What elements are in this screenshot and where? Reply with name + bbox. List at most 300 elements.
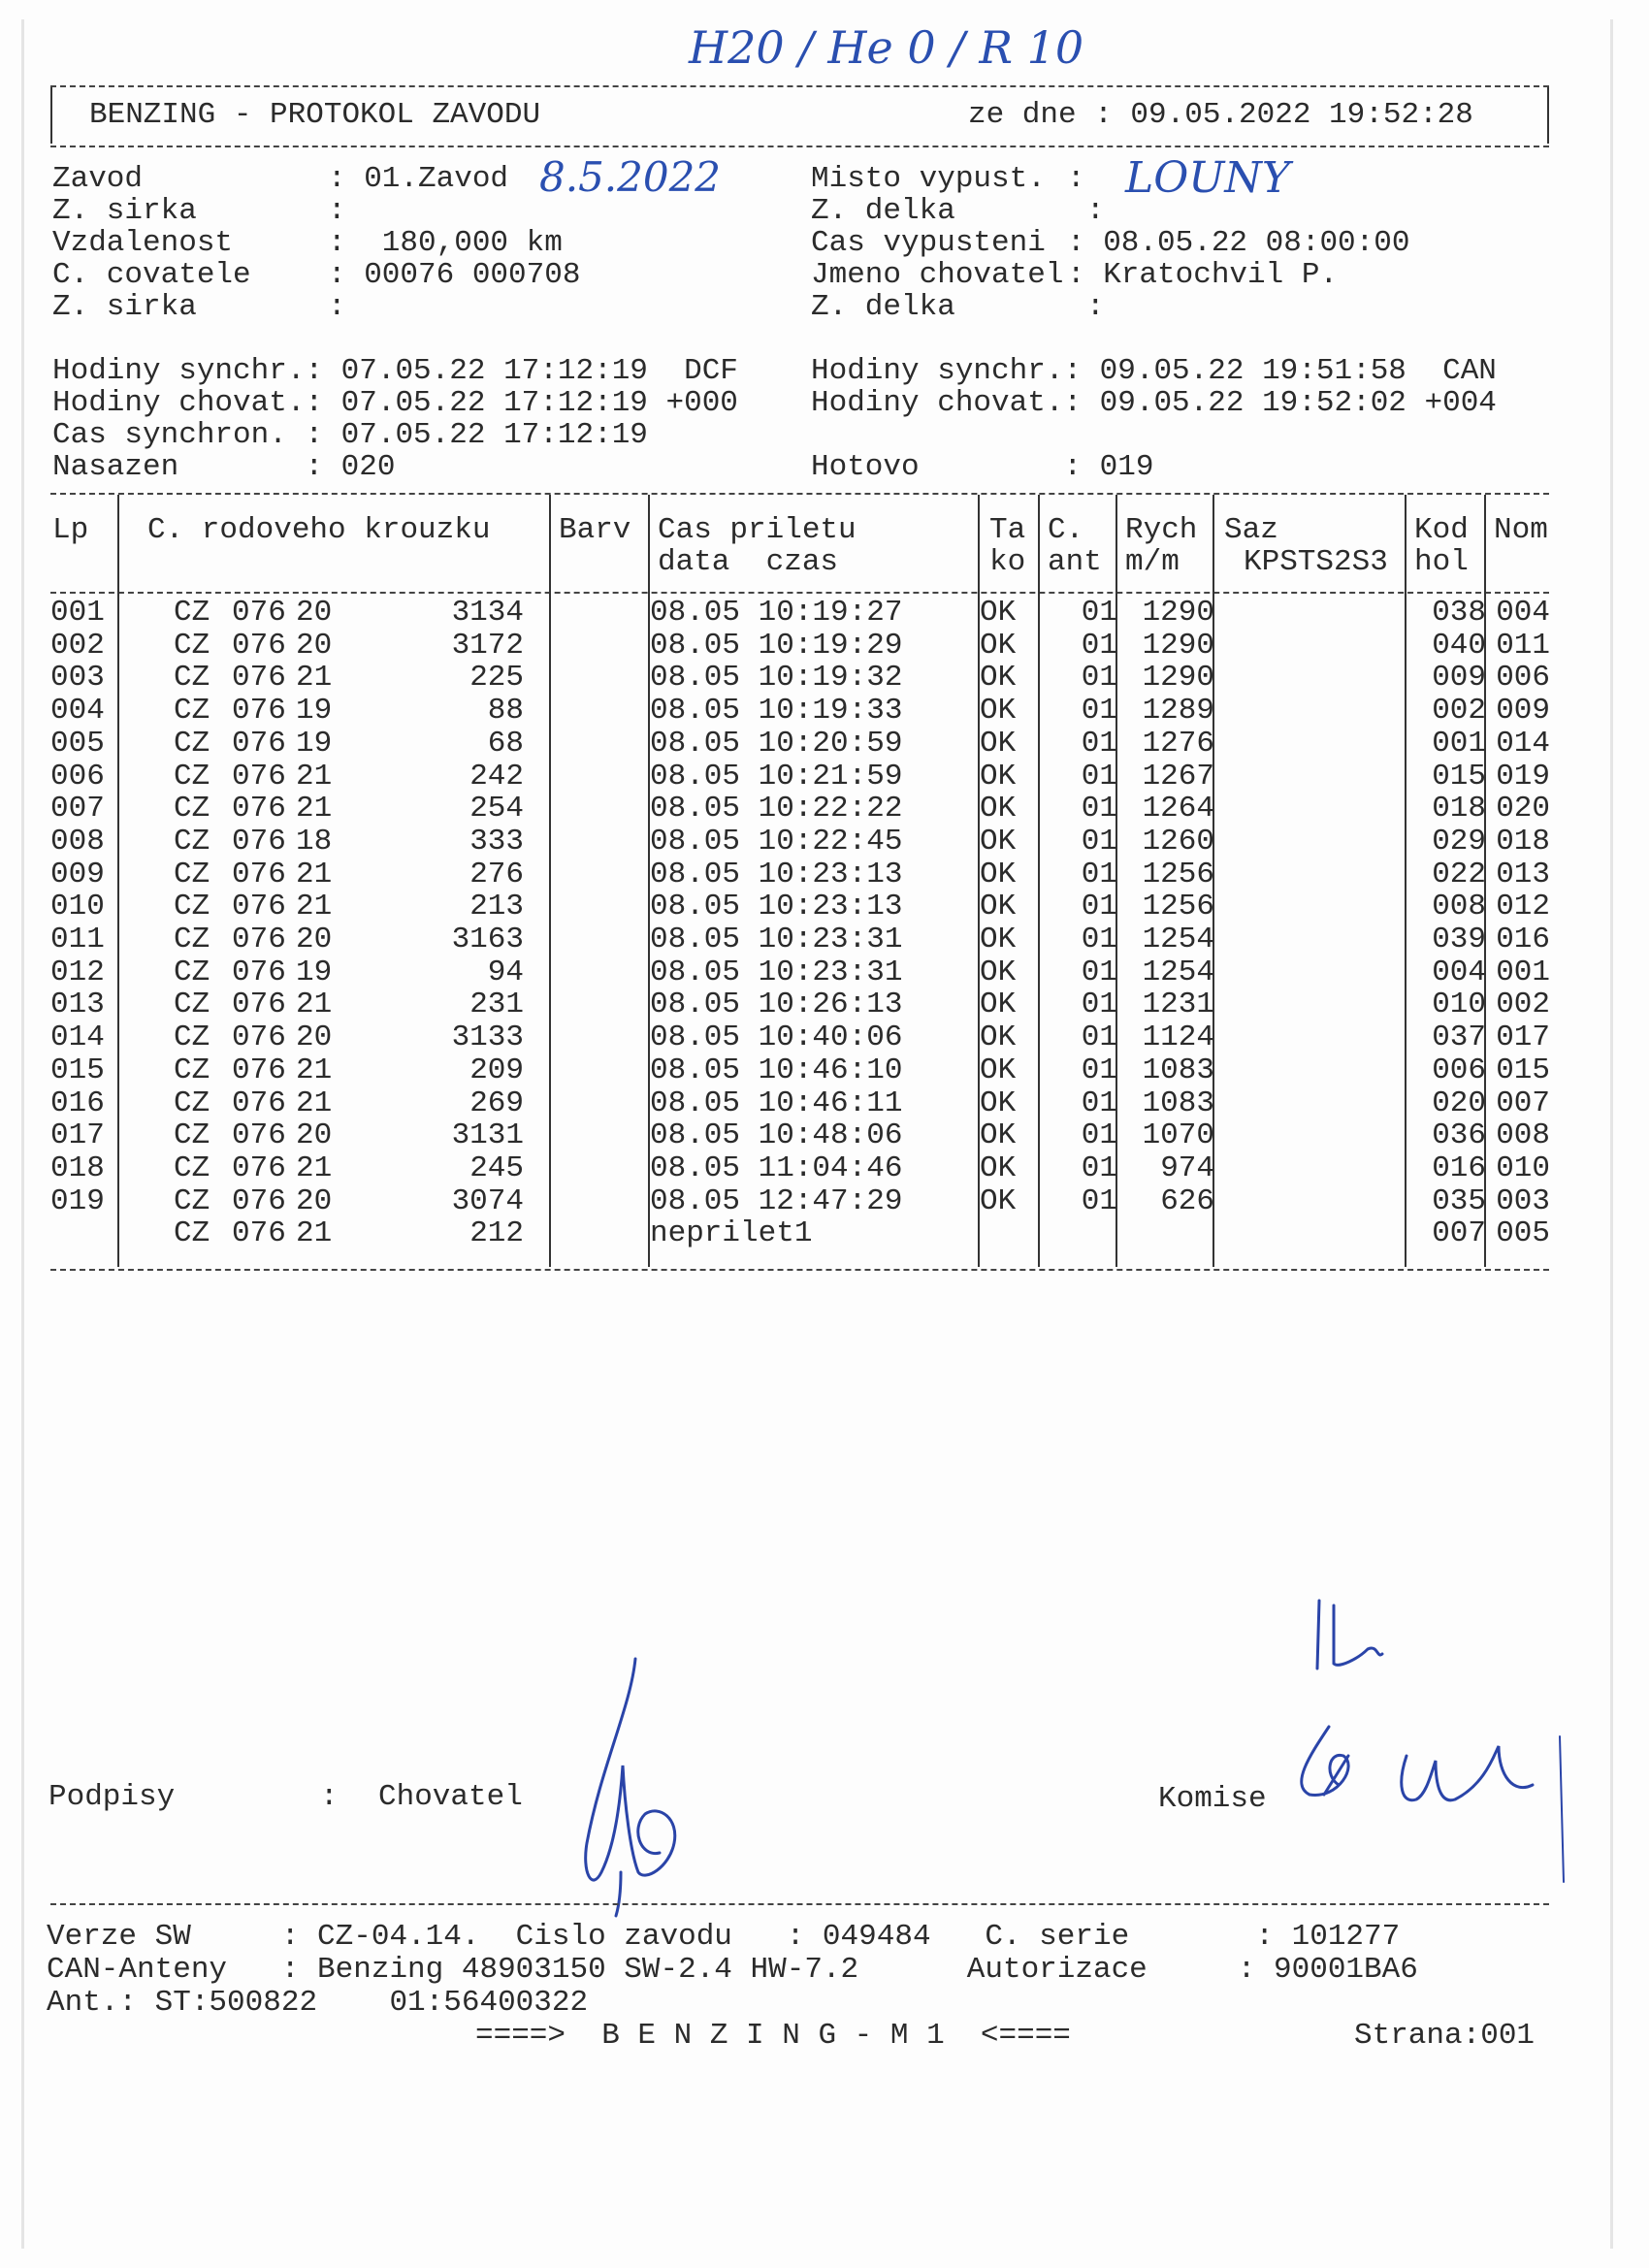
cell-ok: OK [980, 1118, 1017, 1153]
cell-ant: 01 [1081, 726, 1117, 761]
cell-nom: 012 [1496, 890, 1550, 924]
cell-time: 08.05 12:47:29 [650, 1183, 903, 1218]
info-left-value-5: : [328, 290, 346, 324]
cell-spacer [117, 988, 174, 1021]
cell-ant: 01 [1081, 792, 1117, 826]
cell-spacer [117, 891, 174, 923]
cell-yr: 21 [296, 792, 333, 826]
cell-cz: CZ [174, 1118, 210, 1153]
cell-cz: CZ [174, 759, 210, 794]
cell-c: 076 [232, 923, 286, 957]
cell-spacer [553, 597, 623, 630]
cell-spacer [553, 630, 623, 663]
table-top-rule [50, 493, 1549, 495]
cell-spacer [524, 793, 553, 826]
cell-cz: CZ [174, 596, 210, 630]
footer-banner: ====> B E N Z I N G - M 1 <==== [475, 2019, 1071, 2053]
cell-speed: 1256 [1142, 890, 1214, 924]
cell-spacer [117, 1152, 174, 1185]
cell-spacer [117, 695, 174, 728]
info-right-label-3: Cas vypusteni [811, 226, 1046, 260]
cell-num: 276 [469, 857, 524, 891]
cell-ant: 01 [1081, 1118, 1117, 1153]
clock-left-4: Nasazen : 020 [52, 450, 396, 484]
cell-num: 68 [487, 726, 524, 761]
cell-num: 269 [469, 1085, 524, 1120]
cell-spacer [1214, 1087, 1406, 1120]
cell-cz: CZ [174, 988, 210, 1022]
cell-ok: OK [980, 694, 1017, 729]
scan-edge-left [21, 19, 24, 2249]
cell-num: 3134 [451, 596, 524, 630]
cell-ant [1040, 1217, 1117, 1250]
cell-c: 076 [232, 1150, 286, 1185]
cell-spacer [524, 630, 553, 663]
cell-time: 08.05 10:19:33 [650, 694, 903, 729]
cell-kod: 002 [1432, 694, 1486, 729]
cell-spacer [1214, 1021, 1406, 1054]
cell-spacer [117, 923, 174, 956]
cell-spacer [524, 662, 553, 695]
cell-ant: 01 [1081, 1183, 1117, 1218]
cell-time: 08.05 10:48:06 [650, 1118, 903, 1153]
cell-nom: 001 [1496, 955, 1550, 989]
cell-ok: OK [980, 923, 1017, 957]
info-left-label-2: Z. sirka [52, 194, 197, 228]
header-bottom-rule [50, 146, 1549, 147]
cell-ant: 01 [1081, 759, 1117, 794]
cell-speed: 1276 [1142, 726, 1214, 761]
cell-spacer [623, 1217, 650, 1250]
cell-kod: 035 [1432, 1183, 1486, 1218]
cell-spacer [1214, 1152, 1406, 1185]
cell-spacer [623, 956, 650, 989]
cell-cz: CZ [174, 1053, 210, 1087]
cell-ok: OK [980, 628, 1017, 663]
cell-spacer [524, 761, 553, 794]
table-row [50, 1185, 1550, 1218]
cell-spacer [553, 859, 623, 891]
cell-lp [50, 1217, 117, 1250]
table-row [50, 1152, 1550, 1185]
cell-nom: 006 [1496, 661, 1550, 696]
cell-c: 076 [232, 694, 286, 729]
cell-nom: 010 [1496, 1150, 1550, 1185]
cell-yr: 21 [296, 661, 333, 696]
signature-commission-label: Komise [1158, 1782, 1267, 1816]
cell-cz: CZ [174, 694, 210, 729]
cell-lp: 013 [50, 988, 105, 1022]
cell-spacer [1214, 597, 1406, 630]
cell-speed: 1290 [1142, 596, 1214, 630]
footer-line-ant-ids: Ant.: ST:500822 01:56400322 [47, 1986, 589, 2020]
commission-signatures [1290, 1591, 1581, 1901]
cell-kod: 020 [1432, 1085, 1486, 1120]
cell-spacer [524, 988, 553, 1021]
cell-spacer [553, 1021, 623, 1054]
cell-ant: 01 [1081, 890, 1117, 924]
cell-cz: CZ [174, 1021, 210, 1055]
cell-kod: 009 [1432, 661, 1486, 696]
cell-speed: 1290 [1142, 628, 1214, 663]
info-right-label-1: Misto vypust. [811, 162, 1046, 196]
cell-ok: OK [980, 661, 1017, 696]
cell-spacer [1214, 793, 1406, 826]
cell-lp: 008 [50, 824, 105, 859]
clock-right-1: Hodiny synchr.: 09.05.22 19:51:58 CAN [811, 354, 1497, 388]
footer-line-antennas: CAN-Anteny : Benzing 48903150 SW-2.4 HW-7.2 Autorizace : 90001BA6 [47, 1953, 1418, 1987]
cell-spacer [1214, 923, 1406, 956]
table-row [50, 761, 1550, 794]
cell-yr: 19 [296, 694, 333, 729]
cell-spacer [623, 988, 650, 1021]
cell-cz: CZ [174, 792, 210, 826]
handwritten-top-note: H20 / He 0 / R 10 [689, 21, 1084, 74]
cell-nom: 016 [1496, 923, 1550, 957]
footer-page-number: Strana:001 [1354, 2019, 1536, 2053]
cell-kod: 037 [1432, 1021, 1486, 1055]
cell-time: 08.05 10:40:06 [650, 1021, 903, 1055]
cell-spacer [117, 597, 174, 630]
cell-lp: 011 [50, 923, 105, 957]
cell-ok: OK [980, 955, 1017, 989]
cell-spacer [1214, 662, 1406, 695]
cell-spacer [553, 891, 623, 923]
cell-num: 333 [469, 824, 524, 859]
cell-num: 242 [469, 759, 524, 794]
cell-num: 3172 [451, 628, 524, 663]
header-left-border [50, 87, 52, 144]
cell-spacer [553, 956, 623, 989]
cell-speed: 1083 [1142, 1053, 1214, 1087]
table-row [50, 1087, 1550, 1120]
cell-spacer [553, 793, 623, 826]
cell-yr: 20 [296, 1021, 333, 1055]
info-left-value-3: : 180,000 km [328, 226, 563, 260]
cell-spacer [117, 859, 174, 891]
cell-ok: OK [980, 596, 1017, 630]
table-row [50, 988, 1550, 1021]
cell-ok: OK [980, 726, 1017, 761]
cell-nom: 003 [1496, 1183, 1550, 1218]
cell-spacer [117, 1087, 174, 1120]
cell-time: 08.05 10:46:11 [650, 1085, 903, 1120]
cell-c: 076 [232, 726, 286, 761]
cell-spacer [623, 826, 650, 859]
cell-kod: 029 [1432, 824, 1486, 859]
cell-ant: 01 [1081, 1053, 1117, 1087]
cell-num: 254 [469, 792, 524, 826]
cell-speed: 1264 [1142, 792, 1214, 826]
cell-ok: OK [980, 890, 1017, 924]
cell-lp: 017 [50, 1118, 105, 1153]
cell-time: 08.05 10:22:22 [650, 792, 903, 826]
cell-num: 209 [469, 1053, 524, 1087]
cell-cz: CZ [174, 1183, 210, 1218]
cell-spacer [553, 662, 623, 695]
cell-spacer [623, 923, 650, 956]
cell-speed: 1256 [1142, 857, 1214, 891]
cell-spacer [117, 956, 174, 989]
cell-yr: 18 [296, 824, 333, 859]
col-header-barv: Barv [559, 513, 631, 547]
cell-spacer [623, 859, 650, 891]
cell-kod: 010 [1432, 988, 1486, 1022]
cell-spacer [623, 728, 650, 761]
cell-cz: CZ [174, 923, 210, 957]
cell-nom: 005 [1496, 1216, 1550, 1251]
document-date: ze dne : 09.05.2022 19:52:28 [968, 98, 1473, 132]
cell-ok: OK [980, 857, 1017, 891]
cell-cz: CZ [174, 890, 210, 924]
info-right-label-2: Z. delka [811, 194, 955, 228]
table-row [50, 923, 1550, 956]
cell-nom: 009 [1496, 694, 1550, 729]
cell-c: 076 [232, 1053, 286, 1087]
cell-c: 076 [232, 1118, 286, 1153]
cell-spacer [117, 662, 174, 695]
cell-speed [1117, 1217, 1214, 1250]
clock-left-2: Hodiny chovat.: 07.05.22 17:12:19 +000 [52, 386, 738, 420]
signatures-colon: : [320, 1780, 339, 1814]
cell-nom: 019 [1496, 759, 1550, 794]
cell-ant: 01 [1081, 824, 1117, 859]
cell-time: 08.05 11:04:46 [650, 1150, 903, 1185]
col-header-lp: Lp [52, 513, 89, 547]
cell-c: 076 [232, 1085, 286, 1120]
cell-speed: 1267 [1142, 759, 1214, 794]
cell-speed: 1290 [1142, 661, 1214, 696]
cell-spacer [524, 891, 553, 923]
cell-speed: 1289 [1142, 694, 1214, 729]
cell-c: 076 [232, 759, 286, 794]
cell-c: 076 [232, 1216, 286, 1251]
col-header-time: Cas priletu [658, 513, 857, 547]
cell-cz: CZ [174, 857, 210, 891]
col-header-saz: Saz [1224, 513, 1278, 547]
cell-c: 076 [232, 792, 286, 826]
cell-ant: 01 [1081, 1150, 1117, 1185]
cell-time: 08.05 10:19:27 [650, 596, 903, 630]
cell-cz: CZ [174, 1085, 210, 1120]
cell-c: 076 [232, 1021, 286, 1055]
info-left-label-3: Vzdalenost [52, 226, 234, 260]
cell-c: 076 [232, 661, 286, 696]
cell-spacer [623, 662, 650, 695]
cell-spacer [524, 1021, 553, 1054]
cell-lp: 001 [50, 596, 105, 630]
cell-lp: 018 [50, 1150, 105, 1185]
table-row [50, 1021, 1550, 1054]
table-row [50, 1119, 1550, 1152]
cell-spacer [1214, 826, 1406, 859]
cell-cz: CZ [174, 824, 210, 859]
cell-spacer [623, 1185, 650, 1218]
cell-nom: 004 [1496, 596, 1550, 630]
cell-ok: OK [980, 1150, 1017, 1185]
footer-top-rule [50, 1903, 1549, 1905]
info-right-value-1: : [1067, 162, 1085, 196]
cell-lp: 010 [50, 890, 105, 924]
cell-time: 08.05 10:20:59 [650, 726, 903, 761]
cell-spacer [1214, 695, 1406, 728]
cell-spacer [524, 1185, 553, 1218]
cell-kod: 018 [1432, 792, 1486, 826]
col-header-tako-sub: ko [989, 545, 1026, 579]
cell-kod: 038 [1432, 596, 1486, 630]
cell-num: 88 [487, 694, 524, 729]
cell-num: 245 [469, 1150, 524, 1185]
cell-ant: 01 [1081, 628, 1117, 663]
cell-kod: 022 [1432, 857, 1486, 891]
cell-speed: 1124 [1142, 1021, 1214, 1055]
table-row [50, 1217, 1550, 1250]
info-right-value-5: : [1086, 290, 1105, 324]
cell-num: 94 [487, 955, 524, 989]
cell-spacer [117, 761, 174, 794]
cell-kod: 007 [1432, 1216, 1486, 1251]
cell-num: 213 [469, 890, 524, 924]
cell-spacer [553, 1152, 623, 1185]
cell-spacer [1214, 1217, 1406, 1250]
cell-lp: 012 [50, 955, 105, 989]
cell-yr: 21 [296, 759, 333, 794]
info-right-label-4: Jmeno chovatel [811, 258, 1064, 292]
cell-spacer [553, 695, 623, 728]
breeder-signature [563, 1649, 718, 1921]
info-left-label-4: C. covatele [52, 258, 251, 292]
cell-yr: 21 [296, 1216, 333, 1251]
cell-spacer [553, 728, 623, 761]
cell-nom: 013 [1496, 857, 1550, 891]
scan-edge-right [1610, 19, 1613, 2249]
signature-breeder-label: Chovatel [378, 1780, 523, 1814]
cell-nom: 007 [1496, 1085, 1550, 1120]
clock-left-3: Cas synchron. : 07.05.22 17:12:19 [52, 418, 648, 452]
cell-kod: 006 [1432, 1053, 1486, 1087]
cell-lp: 009 [50, 857, 105, 891]
table-header-rule [50, 592, 1549, 594]
cell-num: 225 [469, 661, 524, 696]
cell-spacer [524, 859, 553, 891]
cell-nom: 014 [1496, 726, 1550, 761]
cell-lp: 006 [50, 759, 105, 794]
cell-lp: 019 [50, 1183, 105, 1218]
cell-nom: 008 [1496, 1118, 1550, 1153]
cell-ant: 01 [1081, 923, 1117, 957]
cell-ok: OK [980, 988, 1017, 1022]
clock-right-4: Hotovo : 019 [811, 450, 1154, 484]
cell-spacer [623, 1054, 650, 1087]
table-row [50, 728, 1550, 761]
table-row [50, 1054, 1550, 1087]
cell-ok: OK [980, 1021, 1017, 1055]
cell-spacer [524, 1152, 553, 1185]
cell-speed: 974 [1160, 1150, 1214, 1185]
cell-spacer [623, 1087, 650, 1120]
cell-lp: 002 [50, 628, 105, 663]
cell-lp: 005 [50, 726, 105, 761]
cell-spacer [524, 1087, 553, 1120]
cell-nom: 017 [1496, 1021, 1550, 1055]
cell-spacer [524, 956, 553, 989]
cell-spacer [524, 728, 553, 761]
cell-spacer [1214, 1119, 1406, 1152]
footer-line-version: Verze SW : CZ-04.14. Cislo zavodu : 049484 C. serie : 101277 [47, 1920, 1401, 1954]
cell-yr: 21 [296, 988, 333, 1022]
cell-yr: 21 [296, 1085, 333, 1120]
cell-time: 08.05 10:23:13 [650, 890, 903, 924]
cell-time: 08.05 10:23:31 [650, 955, 903, 989]
results-table [50, 597, 1550, 1250]
cell-spacer [524, 1217, 553, 1250]
cell-spacer [524, 597, 553, 630]
cell-ant: 01 [1081, 694, 1117, 729]
info-left-value-1: : 01.Zavod [328, 162, 509, 196]
cell-spacer [1214, 988, 1406, 1021]
cell-yr: 21 [296, 857, 333, 891]
cell-nom: 011 [1496, 628, 1550, 663]
cell-spacer [117, 1185, 174, 1218]
cell-spacer [117, 1119, 174, 1152]
cell-nom: 015 [1496, 1053, 1550, 1087]
document-title: BENZING - PROTOKOL ZAVODU [89, 98, 541, 132]
cell-spacer [1214, 1185, 1406, 1218]
cell-time: 08.05 10:23:31 [650, 923, 903, 957]
col-header-tako: Ta [989, 513, 1026, 547]
table-row [50, 630, 1550, 663]
cell-spacer [524, 1119, 553, 1152]
cell-spacer [623, 630, 650, 663]
cell-cz: CZ [174, 661, 210, 696]
cell-c: 076 [232, 890, 286, 924]
info-right-value-3: : 08.05.22 08:00:00 [1067, 226, 1410, 260]
cell-kod: 039 [1432, 923, 1486, 957]
info-left-value-2: : [328, 194, 346, 228]
cell-yr: 21 [296, 890, 333, 924]
cell-spacer [553, 1087, 623, 1120]
col-header-speed: Rych [1125, 513, 1198, 547]
table-row [50, 695, 1550, 728]
cell-spacer [117, 1021, 174, 1054]
cell-kod: 040 [1432, 628, 1486, 663]
cell-c: 076 [232, 955, 286, 989]
cell-kod: 015 [1432, 759, 1486, 794]
cell-yr: 20 [296, 596, 333, 630]
header-top-rule [50, 85, 1549, 87]
cell-spacer [623, 891, 650, 923]
cell-kod: 016 [1432, 1150, 1486, 1185]
cell-time: 08.05 10:19:32 [650, 661, 903, 696]
cell-speed: 626 [1160, 1183, 1214, 1218]
info-left-label-1: Zavod [52, 162, 144, 196]
info-left-value-4: : 00076 000708 [328, 258, 581, 292]
cell-spacer [1214, 1054, 1406, 1087]
cell-ok: OK [980, 824, 1017, 859]
cell-spacer [524, 923, 553, 956]
cell-spacer [117, 793, 174, 826]
table-row [50, 891, 1550, 923]
info-left-label-5: Z. sirka [52, 290, 197, 324]
cell-num: 3074 [451, 1183, 524, 1218]
info-right-value-2: : [1086, 194, 1105, 228]
cell-lp: 014 [50, 1021, 105, 1055]
table-row [50, 826, 1550, 859]
cell-spacer [553, 1217, 623, 1250]
cell-speed: 1231 [1142, 988, 1214, 1022]
cell-spacer [117, 728, 174, 761]
cell-ant: 01 [1081, 1021, 1117, 1055]
